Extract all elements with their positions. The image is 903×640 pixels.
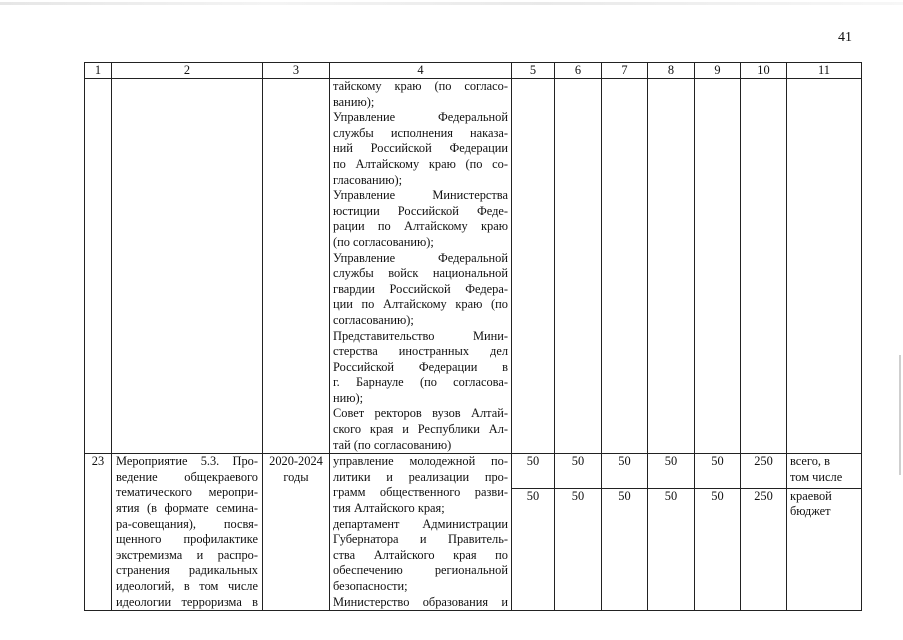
empty-cell bbox=[263, 79, 330, 454]
scan-right-edge-mark bbox=[899, 355, 901, 475]
text-line: службы войск национальной bbox=[333, 266, 508, 281]
text-line: тия Алтайского края; bbox=[333, 501, 445, 516]
row-23-total bbox=[85, 454, 862, 488]
text-line: Российской Федерации в bbox=[333, 359, 508, 374]
text-line: безопасности; bbox=[333, 579, 408, 593]
text-line: ции по Алтайскому краю (по bbox=[333, 297, 508, 312]
event-description bbox=[112, 454, 263, 611]
row-number: 23 bbox=[85, 454, 112, 611]
value-cell: 50 bbox=[512, 454, 555, 488]
value-cell: 50 bbox=[602, 454, 648, 488]
text-line: ра-совещания), посвя- bbox=[116, 516, 258, 531]
text-line: Управление Федеральной bbox=[333, 250, 508, 265]
period bbox=[263, 454, 330, 611]
text-line: гвардии Российской Федера- bbox=[333, 281, 508, 296]
text-line: годы bbox=[283, 469, 309, 484]
text-line: службы исполнения наказа- bbox=[333, 125, 508, 140]
text-line: Губернатора и Правитель- bbox=[333, 532, 508, 547]
text-line: литики и реализации про- bbox=[333, 469, 508, 484]
text-line: управление молодежной по- bbox=[333, 454, 508, 469]
empty-cell bbox=[741, 79, 787, 454]
scan-top-edge bbox=[0, 2, 903, 5]
executors bbox=[330, 454, 512, 611]
measures-table bbox=[84, 62, 862, 611]
value-cell: 250 bbox=[741, 454, 787, 488]
text-line: идеологий, в том числе bbox=[116, 579, 258, 593]
text-line: гласованию); bbox=[333, 172, 403, 187]
text-line: ятия (в формате семина- bbox=[116, 501, 258, 516]
text-line: краевой bbox=[790, 488, 832, 503]
empty-cell bbox=[787, 79, 862, 454]
empty-cell bbox=[112, 79, 263, 454]
header-cell: 9 bbox=[695, 63, 741, 79]
text-line: г. Барнауле (по согласова- bbox=[333, 375, 508, 390]
text-line: ского края и Республики Ал- bbox=[333, 422, 508, 437]
funding-source bbox=[787, 454, 862, 488]
header-cell: 6 bbox=[555, 63, 602, 79]
text-line: щенного профилактике bbox=[116, 532, 258, 547]
funding-source bbox=[787, 488, 862, 611]
empty-cell bbox=[85, 79, 112, 454]
text-line: Мероприятие 5.3. Про- bbox=[116, 454, 258, 469]
text-line: (по согласованию); bbox=[333, 234, 434, 249]
header-row bbox=[85, 63, 862, 79]
text-line: Министерство образования и bbox=[333, 594, 508, 609]
value-cell: 50 bbox=[648, 454, 695, 488]
text-line: ства Алтайского края по bbox=[333, 547, 508, 562]
value-cell: 250 bbox=[741, 488, 787, 611]
empty-cell bbox=[555, 79, 602, 454]
text-line: 2020-2024 bbox=[269, 454, 323, 469]
header-cell: 8 bbox=[648, 63, 695, 79]
text-line: ведение общекраевого bbox=[116, 469, 258, 484]
text-line: тематического меропри- bbox=[116, 485, 258, 500]
page-number: 41 bbox=[838, 30, 852, 45]
continuation-row bbox=[85, 79, 862, 454]
empty-cell bbox=[648, 79, 695, 454]
text-line: нию); bbox=[333, 390, 364, 405]
empty-cell bbox=[512, 79, 555, 454]
text-line: департамент Администрации bbox=[333, 516, 508, 531]
value-cell: 50 bbox=[555, 488, 602, 611]
text-line: бюджет bbox=[790, 504, 831, 519]
value-cell: 50 bbox=[602, 488, 648, 611]
value-cell: 50 bbox=[555, 454, 602, 488]
text-line: экстремизма и распро- bbox=[116, 547, 258, 562]
text-line: юстиции Российской Феде- bbox=[333, 203, 508, 218]
header-cell: 4 bbox=[330, 63, 512, 79]
empty-cell bbox=[695, 79, 741, 454]
value-cell: 50 bbox=[512, 488, 555, 611]
header-cell: 2 bbox=[112, 63, 263, 79]
value-cell: 50 bbox=[695, 454, 741, 488]
header-cell: 11 bbox=[787, 63, 862, 79]
text-line: Управление Федеральной bbox=[333, 110, 508, 125]
text-line: обеспечению региональной bbox=[333, 563, 508, 578]
text-line: согласованию); bbox=[333, 312, 414, 327]
text-line: Управление Министерства bbox=[333, 188, 508, 203]
text-line: стерства иностранных дел bbox=[333, 344, 508, 359]
header-cell: 3 bbox=[263, 63, 330, 79]
text-line: Представительство Мини- bbox=[333, 328, 508, 343]
header-cell: 7 bbox=[602, 63, 648, 79]
value-cell: 50 bbox=[648, 488, 695, 611]
text-line: идеологии терроризма в bbox=[116, 594, 258, 609]
value-cell: 50 bbox=[695, 488, 741, 611]
header-cell: 5 bbox=[512, 63, 555, 79]
text-line: том числе bbox=[790, 469, 843, 484]
header-cell: 1 bbox=[85, 63, 112, 79]
text-line: странения радикальных bbox=[116, 563, 258, 578]
text-line: тай (по согласованию) bbox=[333, 437, 452, 452]
text-line: ванию); bbox=[333, 94, 375, 109]
text-line: ний Российской Федерации bbox=[333, 141, 508, 156]
header-cell: 10 bbox=[741, 63, 787, 79]
executors-continued bbox=[330, 79, 512, 454]
empty-cell bbox=[602, 79, 648, 454]
text-line: рации по Алтайскому краю bbox=[333, 219, 508, 234]
text-line: всего, в bbox=[790, 454, 830, 469]
text-line: Совет ректоров вузов Алтай- bbox=[333, 406, 508, 421]
text-line: по Алтайскому краю (по со- bbox=[333, 156, 508, 171]
text-line: грамм общественного разви- bbox=[333, 485, 508, 500]
text-line: тайскому краю (по согласо- bbox=[333, 79, 508, 93]
